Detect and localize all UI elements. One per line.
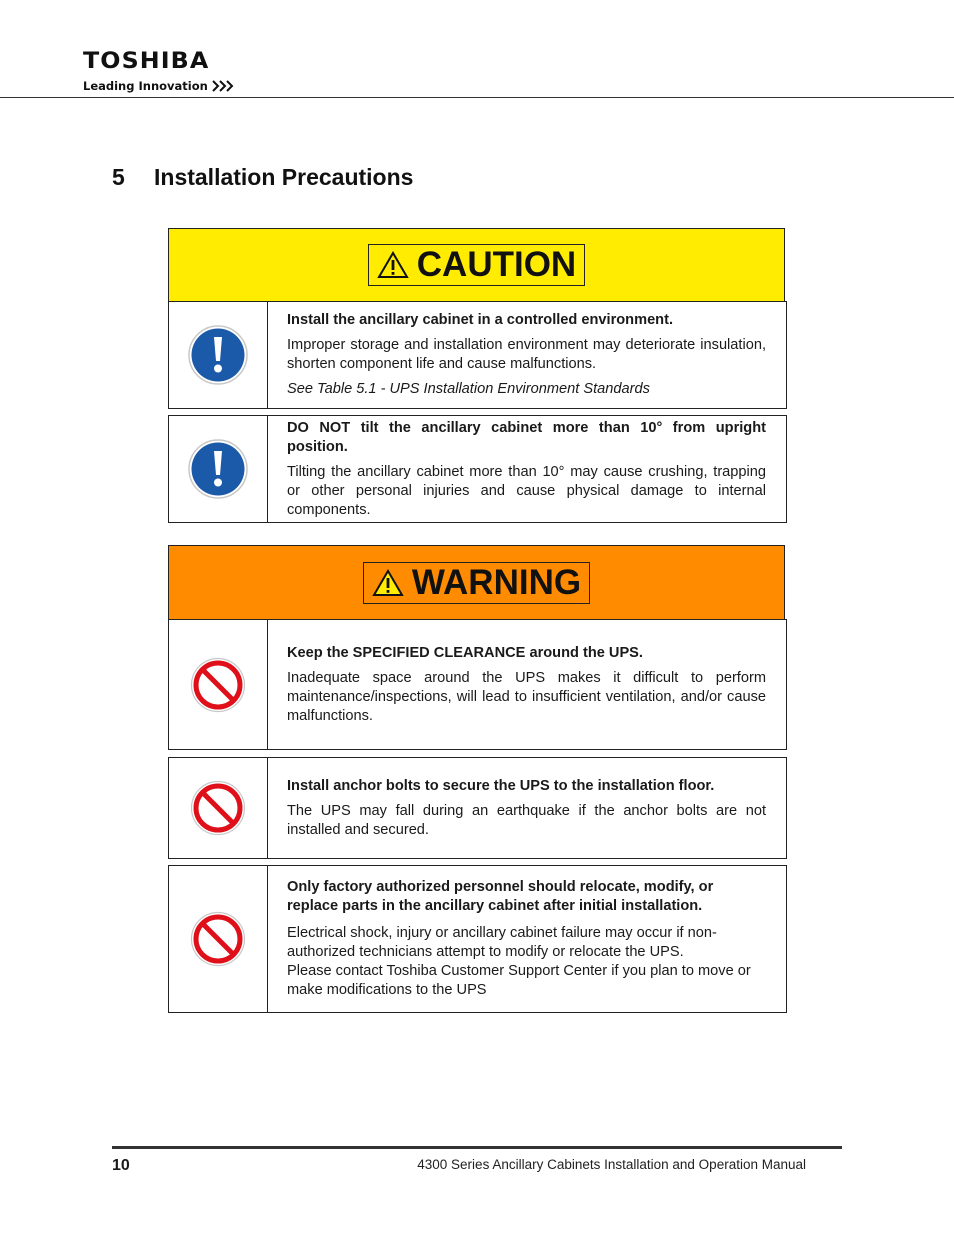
message-text	[268, 302, 786, 408]
message-text	[268, 416, 786, 522]
warning-label-box	[363, 562, 590, 604]
message-lead: Install the ancillary cabinet in a controlled environment.	[287, 312, 674, 328]
message-lead: Install anchor bolts to secure the UPS to the installation floor.	[287, 777, 715, 794]
icon-cell	[169, 620, 268, 749]
message-body: Improper storage and installation environment may deteriorate insulation, shorten component life and cause malfunctions.	[287, 337, 766, 372]
caution-message-2	[168, 415, 787, 523]
page-number: 10	[112, 1157, 130, 1174]
message-lead: DO NOT tilt the ancillary cabinet more than 10° from upright position.	[287, 419, 766, 455]
message-lead: Keep the SPECIFIED CLEARANCE around the UPS.	[287, 644, 643, 661]
prohibition-icon	[190, 911, 246, 967]
message-note: See Table 5.1 - UPS Installation Environment Standards	[287, 381, 650, 397]
message-text	[268, 620, 786, 749]
warning-message-3	[168, 865, 787, 1013]
icon-cell	[169, 302, 268, 408]
tagline-text: Leading Innovation	[83, 79, 208, 93]
brand-tagline	[83, 79, 236, 93]
mandatory-action-icon	[187, 438, 249, 500]
icon-cell	[169, 866, 268, 1012]
message-body: Electrical shock, injury or ancillary cabinet failure may occur if non-authorized technicians attempt to modify or relocate the UPS.	[287, 925, 717, 960]
caution-label: CAUTION	[416, 245, 577, 284]
prohibition-icon	[190, 657, 246, 713]
caution-message-1	[168, 301, 787, 409]
section-number: 5	[112, 164, 125, 190]
warning-banner	[168, 545, 785, 620]
caution-label-box	[368, 244, 585, 286]
toshiba-logo	[83, 50, 236, 93]
message-lead: Only factory authorized personnel should relocate, modify, or replace parts in the ancillary cabinet after initial installation.	[287, 879, 714, 914]
message-body: Tilting the ancillary cabinet more than 10° may cause crushing, trapping or other personal injuries and cause physical damage to internal components.	[287, 463, 766, 518]
footer-divider	[112, 1146, 842, 1149]
warning-triangle-icon	[377, 251, 409, 279]
warning-message-1	[168, 619, 787, 750]
warning-label: WARNING	[411, 562, 582, 602]
message-body-contact: Please contact Toshiba Customer Support Center if you plan to move or make modifications to the UPS	[287, 963, 751, 998]
message-body: The UPS may fall during an earthquake if the anchor bolts are not installed and secured.	[287, 802, 766, 838]
manual-title: 4300 Series Ancillary Cabinets Installation and Operation Manual	[417, 1157, 806, 1172]
icon-cell	[169, 416, 268, 522]
warning-triangle-icon	[372, 569, 404, 597]
message-text	[268, 758, 786, 858]
triple-chevron-icon	[212, 80, 236, 92]
section-heading	[112, 163, 413, 191]
mandatory-action-icon	[187, 324, 249, 386]
caution-banner	[168, 228, 785, 302]
message-body: Inadequate space around the UPS makes it difficult to perform maintenance/inspections, will lead to insufficient ventilation, and/or cause malfunctions.	[287, 669, 766, 724]
icon-cell	[169, 758, 268, 858]
brand-name: TOSHIBA	[83, 49, 210, 74]
header-divider	[0, 97, 954, 98]
message-text	[268, 866, 786, 1012]
prohibition-icon	[190, 780, 246, 836]
section-title: Installation Precautions	[154, 164, 414, 190]
warning-message-2	[168, 757, 787, 859]
